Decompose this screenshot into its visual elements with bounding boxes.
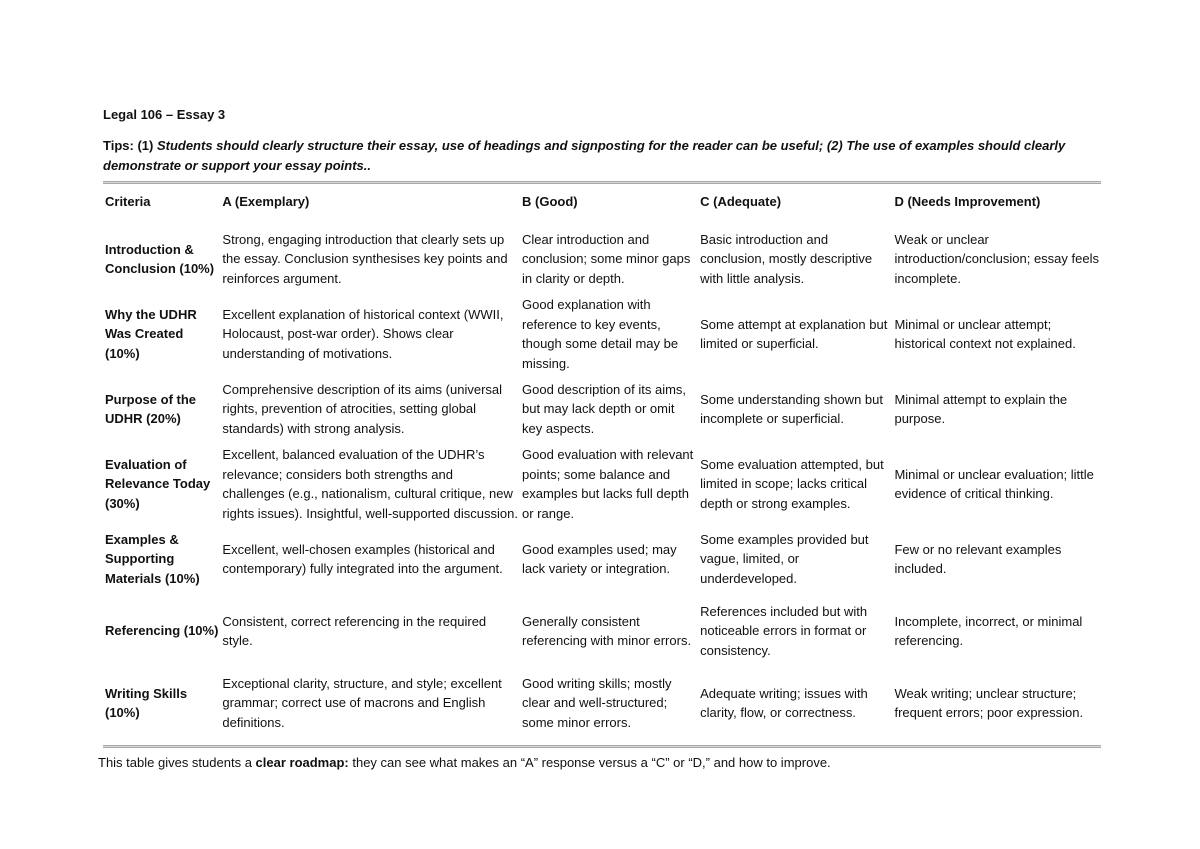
grade-b-cell: Generally consistent referencing with minor errors.: [522, 613, 692, 648]
header-grade-a: A (Exemplary): [222, 194, 310, 209]
header-grade-c: C (Adequate): [700, 194, 782, 209]
tips-lead: Tips:: [103, 138, 138, 153]
header-criteria: Criteria: [105, 194, 151, 209]
table-row: [103, 595, 1101, 667]
tips-part1-number: (1): [137, 138, 157, 153]
criteria-cell: Evaluation of Relevance Today (30%): [105, 456, 211, 511]
top-divider: [103, 181, 1101, 184]
table-row: [103, 295, 1101, 373]
table-row: [103, 373, 1101, 445]
grade-b-cell: Good explanation with reference to key events, though some detail may be missing.: [522, 297, 679, 371]
grade-d-cell: Incomplete, incorrect, or minimal referencing.: [894, 613, 1083, 648]
tips-text: Students should clearly structure their essay, use of headings and signposting for the reader can be useful; (2) The use of examples should clearly demonstrate or support your essay points..: [103, 138, 1066, 173]
rubric-table: [103, 192, 1101, 739]
table-row: [103, 223, 1101, 295]
grade-c-cell: Some attempt at explanation but limited or superficial.: [700, 316, 888, 351]
grade-d-cell: Weak or unclear introduction/conclusion; essay feels incomplete.: [894, 231, 1099, 286]
grade-b-cell: Good examples used; may lack variety or integration.: [522, 541, 677, 576]
grade-b-cell: Good evaluation with relevant points; some balance and examples but lacks full depth or range.: [522, 447, 694, 521]
grade-b-cell: Clear introduction and conclusion; some minor gaps in clarity or depth.: [522, 231, 691, 286]
grade-b-cell: Good description of its aims, but may lack depth or omit key aspects.: [522, 381, 687, 436]
grade-c-cell: Some examples provided but vague, limited, or underdeveloped.: [700, 531, 869, 586]
table-row: [103, 523, 1101, 595]
footer-text-pre: This table gives students a: [98, 755, 256, 770]
table-row: [103, 445, 1101, 523]
grade-c-cell: Adequate writing; issues with clarity, flow, or correctness.: [700, 685, 868, 720]
footer-text-post: they can see what makes an “A” response versus a “C” or “D,” and how to improve.: [348, 755, 831, 770]
grade-c-cell: Basic introduction and conclusion, mostly descriptive with little analysis.: [700, 231, 873, 286]
grade-a-cell: Excellent, balanced evaluation of the UDHR’s relevance; considers both strengths and challenges (e.g., nationalism, cultural critique, new rights issues). Insightful, well-supported discussion.: [222, 447, 518, 521]
tips-paragraph: [103, 136, 1101, 176]
grade-d-cell: Few or no relevant examples included.: [894, 541, 1062, 576]
criteria-cell: Purpose of the UDHR (20%): [105, 391, 197, 426]
table-row: [103, 667, 1101, 739]
grade-a-cell: Excellent, well-chosen examples (historical and contemporary) fully integrated into the argument.: [222, 541, 503, 576]
grade-a-cell: Consistent, correct referencing in the required style.: [222, 613, 487, 648]
grade-a-cell: Excellent explanation of historical context (WWII, Holocaust, post-war order). Shows clear understanding of motivations.: [222, 306, 504, 361]
footer-text-bold: clear roadmap:: [255, 755, 349, 770]
grade-d-cell: Minimal or unclear attempt; historical context not explained.: [894, 316, 1076, 351]
header-grade-d: D (Needs Improvement): [894, 194, 1041, 209]
document-title: Legal 106 – Essay 3: [103, 107, 226, 122]
criteria-cell: Why the UDHR Was Created (10%): [105, 306, 197, 361]
grade-c-cell: Some understanding shown but incomplete or superficial.: [700, 391, 883, 426]
bottom-divider: [103, 745, 1101, 748]
grade-d-cell: Minimal or unclear evaluation; little evidence of critical thinking.: [894, 466, 1094, 501]
grade-a-cell: Exceptional clarity, structure, and style; excellent grammar; correct use of macrons and English definitions.: [222, 675, 502, 730]
header-row: [103, 192, 1101, 223]
criteria-cell: Writing Skills (10%): [105, 685, 188, 720]
grade-d-cell: Minimal attempt to explain the purpose.: [894, 391, 1068, 426]
grade-b-cell: Good writing skills; mostly clear and well-structured; some minor errors.: [522, 675, 672, 730]
criteria-cell: Examples & Supporting Materials (10%): [105, 531, 200, 586]
criteria-cell: Referencing (10%): [105, 623, 219, 639]
criteria-cell: Introduction & Conclusion (10%): [105, 241, 215, 276]
grade-a-cell: Comprehensive description of its aims (universal rights, prevention of atrocities, setting global standards) with strong analysis.: [222, 381, 503, 436]
grade-a-cell: Strong, engaging introduction that clearly sets up the essay. Conclusion synthesises key points and reinforces argument.: [222, 231, 508, 286]
footer-note: [98, 753, 1101, 772]
header-grade-b: B (Good): [522, 194, 578, 209]
document-page: [98, 105, 1101, 772]
grade-c-cell: References included but with noticeable errors in format or consistency.: [700, 603, 868, 658]
grade-c-cell: Some evaluation attempted, but limited in scope; lacks critical depth or strong examples.: [700, 456, 884, 511]
grade-d-cell: Weak writing; unclear structure; frequent errors; poor expression.: [894, 685, 1084, 720]
